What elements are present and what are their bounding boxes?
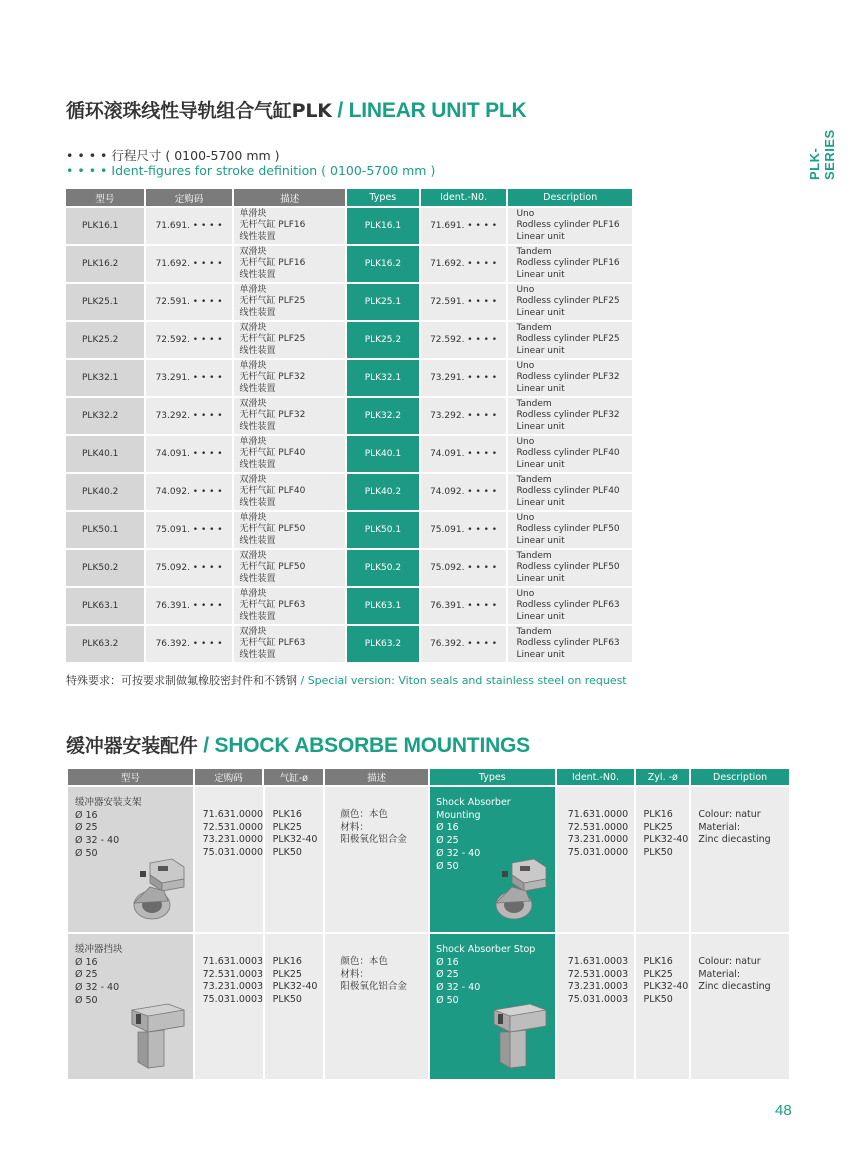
note-cn: 特殊要求：可按要求制做氟橡胶密封件和不锈钢 <box>66 674 297 687</box>
desc-line: 单滑块 <box>239 588 267 599</box>
description-line: Tandem <box>516 550 552 561</box>
cell-code: 75.092. • • • • <box>146 550 233 586</box>
cell-type-en <box>430 787 555 932</box>
table-row <box>66 322 632 358</box>
cell-type-en: PLK50.1 <box>347 512 419 548</box>
ident-line: 73.231.0000 <box>567 834 629 846</box>
cell-description <box>691 934 789 1079</box>
linear-unit-table <box>66 189 632 662</box>
cell-desc <box>234 360 345 396</box>
desc-line: 无杆气缸 PLF16 <box>239 258 306 269</box>
cylinder-line: PLK50 <box>272 994 302 1006</box>
cell-desc <box>234 512 345 548</box>
cell-desc <box>325 787 428 932</box>
cell-ident: 76.392. • • • • <box>421 626 507 662</box>
cell-ident: 76.391. • • • • <box>421 588 507 624</box>
type-line: Ø 32 - 40 <box>75 835 120 847</box>
ident-line: 75.031.0003 <box>567 994 629 1006</box>
header-types: Types <box>430 769 555 785</box>
ident-line: 72.531.0000 <box>567 821 629 833</box>
desc-line: 材料： <box>340 968 369 980</box>
cell-ident: 73.291. • • • • <box>421 360 507 396</box>
section2-title-en: SHOCK ABSORBE MOUNTINGS <box>214 734 530 757</box>
type-line: Ø 16 <box>75 956 98 968</box>
cell-type: PLK50.2 <box>66 550 144 586</box>
cell-description <box>508 360 632 396</box>
cell-type-en: PLK32.2 <box>347 398 419 434</box>
zyl-line: PLK25 <box>643 821 673 833</box>
cell-type <box>68 787 193 932</box>
type-en-line: Ø 16 <box>436 956 459 968</box>
header-type: 型号 <box>68 769 193 785</box>
cell-desc <box>234 626 345 662</box>
table-row <box>66 474 632 510</box>
section1-title-sep: / <box>331 99 349 122</box>
section1-title-cn: 循环滚珠线性导轨组合气缸PLK <box>66 100 332 122</box>
desc-line: 无杆气缸 PLF25 <box>239 334 306 345</box>
cell-type-en: PLK40.2 <box>347 474 419 510</box>
type-line: Ø 25 <box>75 822 98 834</box>
description-line: Linear unit <box>516 421 565 432</box>
cell-desc <box>234 436 345 472</box>
table-row <box>66 398 632 434</box>
code-line: 72.531.0003 <box>202 968 264 980</box>
desc-line: 线性装置 <box>239 307 276 318</box>
cylinder-line: PLK16 <box>272 956 302 967</box>
desc-line: 双滑块 <box>239 474 267 485</box>
cell-code: 76.392. • • • • <box>146 626 233 662</box>
cell-ident: 71.691. • • • • <box>421 208 507 244</box>
header-ident: Ident.-N0. <box>421 189 507 206</box>
cell-desc <box>234 208 345 244</box>
cylinder-line: PLK32-40 <box>272 834 318 846</box>
code-line: 73.231.0000 <box>202 834 264 846</box>
type-line: Ø 16 <box>75 809 98 821</box>
zyl-line: PLK16 <box>643 956 673 967</box>
desc-line: 线性装置 <box>239 421 276 432</box>
stroke-line-en: • • • • Ident-figures for stroke definition ( 0100-5700 mm ) <box>66 163 436 178</box>
cell-zyl <box>636 787 689 932</box>
cell-description <box>508 512 632 548</box>
type-en-line: Ø 16 <box>436 822 459 834</box>
shock-absorber-table <box>68 769 789 1079</box>
table-header <box>66 189 632 206</box>
description-line: Linear unit <box>516 459 565 470</box>
cell-code: 73.292. • • • • <box>146 398 233 434</box>
zyl-line: PLK32-40 <box>643 981 689 993</box>
description-line: Tandem <box>516 246 552 257</box>
section2-title-sep: / <box>197 734 215 757</box>
mounting-bracket-image <box>490 857 550 926</box>
cell-type: PLK40.2 <box>66 474 144 510</box>
section1-title <box>66 96 527 123</box>
cell-ident <box>557 934 635 1079</box>
zyl-line: PLK32-40 <box>643 834 689 846</box>
table-row <box>66 246 632 282</box>
series-side-label: PLK-SERIES <box>807 129 837 180</box>
desc-line: 无杆气缸 PLF50 <box>239 562 306 573</box>
table-row <box>66 360 632 396</box>
cell-code: 74.092. • • • • <box>146 474 233 510</box>
description-line: Rodless cylinder PLF25 <box>516 334 620 345</box>
cell-code: 73.291. • • • • <box>146 360 233 396</box>
desc-line: 单滑块 <box>239 512 267 523</box>
cell-type: PLK63.1 <box>66 588 144 624</box>
header-type: 型号 <box>66 189 144 206</box>
ident-line: 73.231.0003 <box>567 981 629 993</box>
cell-desc <box>234 246 345 282</box>
description-line: Linear unit <box>516 307 565 318</box>
cell-type: PLK50.1 <box>66 512 144 548</box>
cell-description <box>691 787 789 932</box>
description-line: Rodless cylinder PLF63 <box>516 600 620 611</box>
cell-description <box>508 550 632 586</box>
desc-line: 无杆气缸 PLF25 <box>239 296 306 307</box>
code-line: 71.631.0000 <box>202 809 264 820</box>
cylinder-line: PLK25 <box>272 821 302 833</box>
cell-type-en: PLK40.1 <box>347 436 419 472</box>
desc-line: 线性装置 <box>239 611 276 622</box>
cell-ident: 71.692. • • • • <box>421 246 507 282</box>
header-desc: 描述 <box>325 769 428 785</box>
description-line: Rodless cylinder PLF50 <box>516 562 620 573</box>
cylinder-line: PLK25 <box>272 968 302 980</box>
table-body <box>68 787 789 1079</box>
ident-line: 71.631.0003 <box>567 956 629 967</box>
table-row <box>66 208 632 244</box>
description-line: Linear unit <box>516 573 565 584</box>
description-line: Tandem <box>516 322 552 333</box>
cell-type: PLK25.2 <box>66 322 144 358</box>
header-description: Description <box>691 769 789 785</box>
cylinder-line: PLK32-40 <box>272 981 318 993</box>
cell-code: 75.091. • • • • <box>146 512 233 548</box>
desc-line: 单滑块 <box>239 208 267 219</box>
cell-cylinder <box>265 787 324 932</box>
description-line: Rodless cylinder PLF16 <box>516 258 620 269</box>
zyl-line: PLK16 <box>643 809 673 820</box>
cell-type: PLK16.2 <box>66 246 144 282</box>
desc-line: 颜色：本色 <box>340 809 388 820</box>
zyl-line: PLK25 <box>643 968 673 980</box>
desc-line: 无杆气缸 PLF63 <box>239 638 306 649</box>
desc-line: 双滑块 <box>239 626 267 637</box>
description-line: Colour: natur <box>698 956 761 967</box>
description-line: Uno <box>516 512 535 523</box>
cell-type-en: PLK63.1 <box>347 588 419 624</box>
cell-description <box>508 322 632 358</box>
type-en-line: Ø 50 <box>436 994 459 1006</box>
table-row <box>66 512 632 548</box>
description-line: Linear unit <box>516 383 565 394</box>
desc-line: 线性装置 <box>239 383 276 394</box>
type-en-line: Ø 32 - 40 <box>436 982 481 994</box>
cell-description <box>508 436 632 472</box>
page-number: 48 <box>775 1102 792 1119</box>
cell-type: PLK25.1 <box>66 284 144 320</box>
cell-type-en <box>430 934 555 1079</box>
desc-line: 无杆气缸 PLF32 <box>239 372 306 383</box>
cell-description <box>508 626 632 662</box>
table-body <box>66 208 632 662</box>
cell-desc <box>234 550 345 586</box>
type-line: Ø 32 - 40 <box>75 982 120 994</box>
description-line: Linear unit <box>516 649 565 660</box>
cell-description <box>508 284 632 320</box>
cell-type <box>68 934 193 1079</box>
desc-line: 线性装置 <box>239 497 276 508</box>
desc-line: 双滑块 <box>239 322 267 333</box>
cell-code: 72.592. • • • • <box>146 322 233 358</box>
stop-block-image <box>490 1002 550 1075</box>
cell-ident: 72.591. • • • • <box>421 284 507 320</box>
description-line: Uno <box>516 284 535 295</box>
note-en: / Special version: Viton seals and stainless steel on request <box>297 674 627 687</box>
desc-line: 线性装置 <box>239 269 276 280</box>
table-row <box>66 550 632 586</box>
header-code: 定购码 <box>195 769 263 785</box>
cell-type-en: PLK32.1 <box>347 360 419 396</box>
table-row <box>66 626 632 662</box>
cylinder-line: PLK50 <box>272 847 302 859</box>
type-line: Ø 50 <box>75 847 98 859</box>
cell-desc <box>325 934 428 1079</box>
code-line: 73.231.0003 <box>202 981 264 993</box>
description-line: Zinc diecasting <box>698 981 771 993</box>
cell-type: PLK32.2 <box>66 398 144 434</box>
description-line: Zinc diecasting <box>698 834 771 846</box>
description-line: Linear unit <box>516 345 565 356</box>
description-line: Material: <box>698 968 741 980</box>
cell-type: PLK16.1 <box>66 208 144 244</box>
description-line: Tandem <box>516 474 552 485</box>
desc-line: 阳极氧化铝合金 <box>340 834 407 846</box>
type-en-line: Shock Absorber Mounting <box>436 797 511 821</box>
description-line: Uno <box>516 360 535 371</box>
desc-line: 单滑块 <box>239 360 267 371</box>
cell-code <box>195 787 263 932</box>
cell-desc <box>234 588 345 624</box>
cell-code: 72.591. • • • • <box>146 284 233 320</box>
mounting-bracket-image <box>128 857 188 926</box>
header-ident: Ident.-N0. <box>557 769 635 785</box>
description-line: Linear unit <box>516 611 565 622</box>
cell-desc <box>234 322 345 358</box>
code-line: 75.031.0000 <box>202 847 264 859</box>
table-row <box>68 787 789 932</box>
table-row <box>66 436 632 472</box>
cell-type-en: PLK16.1 <box>347 208 419 244</box>
description-line: Uno <box>516 208 535 219</box>
header-zyl: Zyl. -ø <box>636 769 689 785</box>
table-row <box>66 588 632 624</box>
cell-zyl <box>636 934 689 1079</box>
ident-line: 72.531.0003 <box>567 968 629 980</box>
cell-desc <box>234 474 345 510</box>
desc-line: 颜色：本色 <box>340 956 388 967</box>
section2-title <box>66 731 530 758</box>
special-note <box>66 672 627 688</box>
type-line: Ø 25 <box>75 969 98 981</box>
desc-line: 线性装置 <box>239 231 276 242</box>
cell-description <box>508 474 632 510</box>
code-line: 75.031.0003 <box>202 994 264 1006</box>
desc-line: 双滑块 <box>239 550 267 561</box>
cell-desc <box>234 398 345 434</box>
header-cylinder: 气缸-ø <box>264 769 323 785</box>
cell-ident: 75.092. • • • • <box>421 550 507 586</box>
section2-title-cn: 缓冲器安装配件 <box>66 735 198 757</box>
cell-cylinder <box>265 934 324 1079</box>
desc-line: 无杆气缸 PLF63 <box>239 600 306 611</box>
zyl-line: PLK50 <box>643 847 673 859</box>
cell-ident: 74.092. • • • • <box>421 474 507 510</box>
cell-code <box>195 934 263 1079</box>
description-line: Linear unit <box>516 269 565 280</box>
cell-type: PLK63.2 <box>66 626 144 662</box>
cell-ident: 72.592. • • • • <box>421 322 507 358</box>
cell-ident: 75.091. • • • • <box>421 512 507 548</box>
cylinder-line: PLK16 <box>272 809 302 820</box>
description-line: Rodless cylinder PLF32 <box>516 372 620 383</box>
cell-ident: 73.292. • • • • <box>421 398 507 434</box>
type-line: 缓冲器安装支架 <box>75 797 142 808</box>
desc-line: 无杆气缸 PLF32 <box>239 410 306 421</box>
description-line: Rodless cylinder PLF16 <box>516 220 620 231</box>
description-line: Tandem <box>516 398 552 409</box>
cell-ident: 74.091. • • • • <box>421 436 507 472</box>
description-line: Linear unit <box>516 231 565 242</box>
cell-ident <box>557 787 635 932</box>
cell-description <box>508 208 632 244</box>
cell-desc <box>234 284 345 320</box>
description-line: Rodless cylinder PLF63 <box>516 638 620 649</box>
header-types: Types <box>347 189 419 206</box>
code-line: 72.531.0000 <box>202 821 264 833</box>
section1-title-en: LINEAR UNIT PLK <box>348 99 527 122</box>
type-en-line: Ø 50 <box>436 860 459 872</box>
desc-line: 线性装置 <box>239 649 276 660</box>
cell-code: 74.091. • • • • <box>146 436 233 472</box>
description-line: Colour: natur <box>698 809 761 820</box>
description-line: Rodless cylinder PLF40 <box>516 448 620 459</box>
cell-type-en: PLK25.2 <box>347 322 419 358</box>
type-line: Ø 50 <box>75 994 98 1006</box>
cell-type-en: PLK50.2 <box>347 550 419 586</box>
ident-line: 71.631.0000 <box>567 809 629 820</box>
description-line: Uno <box>516 588 535 599</box>
ident-line: 75.031.0000 <box>567 847 629 859</box>
stop-block-image <box>128 1002 188 1075</box>
description-line: Rodless cylinder PLF50 <box>516 524 620 535</box>
type-en-line: Ø 25 <box>436 969 459 981</box>
type-en-line: Ø 32 - 40 <box>436 847 481 859</box>
cell-type-en: PLK25.1 <box>347 284 419 320</box>
cell-code: 76.391. • • • • <box>146 588 233 624</box>
type-en-line: Ø 25 <box>436 835 459 847</box>
description-line: Linear unit <box>516 535 565 546</box>
type-en-line: Shock Absorber Stop <box>436 944 536 955</box>
description-line: Material: <box>698 821 741 833</box>
desc-line: 线性装置 <box>239 459 276 470</box>
desc-line: 双滑块 <box>239 398 267 409</box>
desc-line: 材料： <box>340 821 369 833</box>
cell-type-en: PLK16.2 <box>347 246 419 282</box>
cell-type: PLK40.1 <box>66 436 144 472</box>
desc-line: 单滑块 <box>239 436 267 447</box>
cell-code: 71.691. • • • • <box>146 208 233 244</box>
type-line: 缓冲器挡块 <box>75 944 123 955</box>
desc-line: 线性装置 <box>239 573 276 584</box>
cell-type-en: PLK63.2 <box>347 626 419 662</box>
table-header <box>68 769 789 785</box>
cell-description <box>508 398 632 434</box>
desc-line: 无杆气缸 PLF40 <box>239 448 306 459</box>
cell-description <box>508 588 632 624</box>
cell-type: PLK32.1 <box>66 360 144 396</box>
description-line: Linear unit <box>516 497 565 508</box>
stroke-line-cn: • • • • 行程尺寸 ( 0100-5700 mm ) <box>66 148 280 163</box>
description-line: Rodless cylinder PLF32 <box>516 410 620 421</box>
description-line: Rodless cylinder PLF25 <box>516 296 620 307</box>
cell-code: 71.692. • • • • <box>146 246 233 282</box>
description-line: Rodless cylinder PLF40 <box>516 486 620 497</box>
desc-line: 阳极氧化铝合金 <box>340 981 407 993</box>
cell-description <box>508 246 632 282</box>
desc-line: 双滑块 <box>239 246 267 257</box>
header-code: 定购码 <box>146 189 233 206</box>
desc-line: 无杆气缸 PLF50 <box>239 524 306 535</box>
table-row <box>66 284 632 320</box>
header-desc: 描述 <box>234 189 345 206</box>
code-line: 71.631.0003 <box>202 956 264 967</box>
desc-line: 无杆气缸 PLF40 <box>239 486 306 497</box>
desc-line: 线性装置 <box>239 345 276 356</box>
header-description: Description <box>508 189 632 206</box>
description-line: Tandem <box>516 626 552 637</box>
desc-line: 线性装置 <box>239 535 276 546</box>
zyl-line: PLK50 <box>643 994 673 1006</box>
description-line: Uno <box>516 436 535 447</box>
desc-line: 单滑块 <box>239 284 267 295</box>
table-row <box>68 934 789 1079</box>
desc-line: 无杆气缸 PLF16 <box>239 220 306 231</box>
